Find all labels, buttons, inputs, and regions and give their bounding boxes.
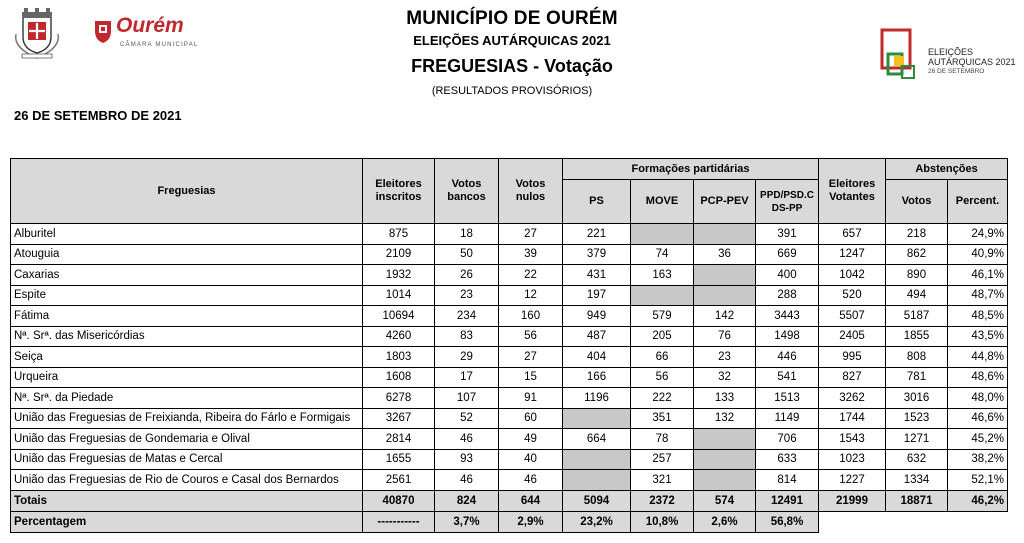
- cell-brancos: 52: [435, 408, 499, 429]
- col-header-eleitores-inscritos: Eleitores inscritos: [363, 159, 435, 224]
- freguesia-name: União das Freguesias de Matas e Cercal: [11, 449, 363, 470]
- cell-pct: 45,2%: [948, 429, 1008, 450]
- cell-brancos: 234: [435, 306, 499, 327]
- cell-ps: 949: [563, 306, 631, 327]
- cell-abst: 1855: [886, 326, 948, 347]
- cell-nulos: 91: [499, 388, 563, 409]
- cell-brancos: 107: [435, 388, 499, 409]
- cell-abst: 1334: [886, 470, 948, 491]
- table-row: [11, 429, 1008, 450]
- cell-move: 56: [631, 367, 694, 388]
- totals-ps: 5094: [563, 490, 631, 511]
- cell-inscritos: 875: [363, 224, 435, 245]
- table-row: [11, 347, 1008, 368]
- col-header-votos-brancos: Votos bancos: [435, 159, 499, 224]
- cell-votantes: 3262: [819, 388, 886, 409]
- cell-pcp: 32: [694, 367, 756, 388]
- cell-inscritos: 1608: [363, 367, 435, 388]
- cell-pcp: 142: [694, 306, 756, 327]
- cell-pct: 44,8%: [948, 347, 1008, 368]
- cell-votantes: 1247: [819, 244, 886, 265]
- freguesia-name: União das Freguesias de Rio de Couros e Casal dos Bernardos: [11, 470, 363, 491]
- election-date: 26 DE SETEMBRO DE 2021: [14, 108, 182, 123]
- cell-pct: 38,2%: [948, 449, 1008, 470]
- cell-pct: 40,9%: [948, 244, 1008, 265]
- cell-inscritos: 2814: [363, 429, 435, 450]
- freguesia-name: União das Freguesias de Freixianda, Ribeira do Fárlo e Formigais: [11, 408, 363, 429]
- table-row: [11, 285, 1008, 306]
- page-title: MUNICÍPIO DE OURÉM: [406, 8, 618, 29]
- cell-abst: 218: [886, 224, 948, 245]
- results-status: (RESULTADOS PROVISÓRIOS): [431, 85, 593, 97]
- cell-nulos: 56: [499, 326, 563, 347]
- cell-brancos: 26: [435, 265, 499, 286]
- cell-votantes: 2405: [819, 326, 886, 347]
- cell-brancos: 83: [435, 326, 499, 347]
- election-logo-icon: [880, 26, 930, 82]
- cell-brancos: 18: [435, 224, 499, 245]
- cell-ps: 404: [563, 347, 631, 368]
- cell-pct: 52,1%: [948, 470, 1008, 491]
- cell-ppd: 706: [756, 429, 819, 450]
- cell-ppd: 1498: [756, 326, 819, 347]
- percent-label: Percentagem: [11, 511, 363, 532]
- cell-brancos: 46: [435, 429, 499, 450]
- cell-brancos: 17: [435, 367, 499, 388]
- col-header-votantes: Eleitores Votantes: [819, 159, 886, 224]
- cell-ppd: 669: [756, 244, 819, 265]
- cell-votantes: 5507: [819, 306, 886, 327]
- cell-nulos: 27: [499, 347, 563, 368]
- cell-votantes: 657: [819, 224, 886, 245]
- cell-inscritos: 1655: [363, 449, 435, 470]
- cell-ps: 664: [563, 429, 631, 450]
- col-header-formacoes: Formações partidárias: [563, 159, 819, 180]
- cell-inscritos: 2561: [363, 470, 435, 491]
- cell-pcp: [694, 470, 756, 491]
- percent-row: [11, 511, 1008, 532]
- cell-abst: 808: [886, 347, 948, 368]
- cell-pct: 24,9%: [948, 224, 1008, 245]
- cell-abst: 632: [886, 449, 948, 470]
- results-table: [10, 158, 1008, 533]
- cell-move: 163: [631, 265, 694, 286]
- cell-move: 257: [631, 449, 694, 470]
- election-logo-line1: ELEIÇÕES: [928, 47, 974, 57]
- col-header-ppd: PPD/PSD.C DS-PP: [756, 180, 819, 224]
- col-header-abst-pct: Percent.: [948, 180, 1008, 224]
- freguesia-name: Espite: [11, 285, 363, 306]
- cell-pcp: [694, 449, 756, 470]
- cell-move: [631, 224, 694, 245]
- cell-abst: 781: [886, 367, 948, 388]
- freguesia-name: Alburitel: [11, 224, 363, 245]
- table-row: [11, 449, 1008, 470]
- cell-move: 222: [631, 388, 694, 409]
- col-header-ps: PS: [563, 180, 631, 224]
- col-header-abst-votos: Votos: [886, 180, 948, 224]
- cell-move: 579: [631, 306, 694, 327]
- cell-ppd: 814: [756, 470, 819, 491]
- cell-ps: 221: [563, 224, 631, 245]
- cell-ppd: 288: [756, 285, 819, 306]
- cell-pcp: 132: [694, 408, 756, 429]
- percent-inscritos: -----------: [363, 511, 435, 532]
- cell-votantes: 1042: [819, 265, 886, 286]
- totals-move: 2372: [631, 490, 694, 511]
- cell-inscritos: 2109: [363, 244, 435, 265]
- cell-votantes: 1744: [819, 408, 886, 429]
- totals-nulos: 644: [499, 490, 563, 511]
- election-title: ELEIÇÕES AUTÁRQUICAS 2021: [413, 33, 611, 48]
- cell-pcp: [694, 285, 756, 306]
- cell-pcp: [694, 265, 756, 286]
- percent-pcp: 2,6%: [694, 511, 756, 532]
- totals-label: Totais: [11, 490, 363, 511]
- cell-nulos: 46: [499, 470, 563, 491]
- freguesia-name: Nª. Srª. da Piedade: [11, 388, 363, 409]
- cell-ps: 166: [563, 367, 631, 388]
- percent-move: 10,8%: [631, 511, 694, 532]
- cell-votantes: 1543: [819, 429, 886, 450]
- cell-move: 321: [631, 470, 694, 491]
- cell-nulos: 27: [499, 224, 563, 245]
- cell-nulos: 60: [499, 408, 563, 429]
- cell-inscritos: 10694: [363, 306, 435, 327]
- cell-abst: 3016: [886, 388, 948, 409]
- election-logo-line3: 26 DE SETEMBRO: [928, 68, 985, 75]
- cell-pct: 46,1%: [948, 265, 1008, 286]
- cell-pcp: [694, 224, 756, 245]
- cell-brancos: 46: [435, 470, 499, 491]
- ourem-brand-name: Ourém: [116, 14, 184, 37]
- col-header-votos-nulos: Votos nulos: [499, 159, 563, 224]
- ourem-brand-sub: CÂMARA MUNICIPAL: [120, 42, 199, 48]
- freguesia-name: Caxarias: [11, 265, 363, 286]
- cell-brancos: 23: [435, 285, 499, 306]
- table-row: [11, 265, 1008, 286]
- cell-brancos: 50: [435, 244, 499, 265]
- totals-pcp: 574: [694, 490, 756, 511]
- cell-ps: 197: [563, 285, 631, 306]
- cell-ps: [563, 408, 631, 429]
- freguesia-name: Urqueira: [11, 367, 363, 388]
- freguesia-name: Nª. Srª. das Misericórdias: [11, 326, 363, 347]
- cell-ppd: 446: [756, 347, 819, 368]
- cell-pct: 43,5%: [948, 326, 1008, 347]
- cell-ppd: 1149: [756, 408, 819, 429]
- totals-brancos: 824: [435, 490, 499, 511]
- table-row: [11, 244, 1008, 265]
- percent-ps: 23,2%: [563, 511, 631, 532]
- cell-inscritos: 6278: [363, 388, 435, 409]
- cell-nulos: 40: [499, 449, 563, 470]
- cell-nulos: 49: [499, 429, 563, 450]
- cell-inscritos: 1803: [363, 347, 435, 368]
- percent-nulos: 2,9%: [499, 511, 563, 532]
- cell-ps: [563, 470, 631, 491]
- table-row: [11, 408, 1008, 429]
- table-row: [11, 470, 1008, 491]
- cell-brancos: 93: [435, 449, 499, 470]
- totals-ppd: 12491: [756, 490, 819, 511]
- cell-votantes: 1023: [819, 449, 886, 470]
- totals-pct: 46,2%: [948, 490, 1008, 511]
- cell-ppd: 391: [756, 224, 819, 245]
- cell-inscritos: 1014: [363, 285, 435, 306]
- cell-nulos: 12: [499, 285, 563, 306]
- cell-pct: 48,5%: [948, 306, 1008, 327]
- freguesia-name: União das Freguesias de Gondemaria e Olival: [11, 429, 363, 450]
- table-row: [11, 306, 1008, 327]
- cell-move: 78: [631, 429, 694, 450]
- cell-abst: 890: [886, 265, 948, 286]
- cell-pct: 46,6%: [948, 408, 1008, 429]
- percent-brancos: 3,7%: [435, 511, 499, 532]
- cell-abst: 5187: [886, 306, 948, 327]
- cell-votantes: 520: [819, 285, 886, 306]
- col-header-abstencoes: Abstenções: [886, 159, 1008, 180]
- cell-abst: 494: [886, 285, 948, 306]
- cell-pct: 48,0%: [948, 388, 1008, 409]
- cell-pcp: 23: [694, 347, 756, 368]
- cell-inscritos: 1932: [363, 265, 435, 286]
- cell-votantes: 827: [819, 367, 886, 388]
- percent-empty-3: [948, 511, 1008, 532]
- table-row: [11, 326, 1008, 347]
- freguesia-name: Fátima: [11, 306, 363, 327]
- cell-pct: 48,7%: [948, 285, 1008, 306]
- cell-votantes: 995: [819, 347, 886, 368]
- table-row: [11, 224, 1008, 245]
- col-header-pcp: PCP-PEV: [694, 180, 756, 224]
- section-title: FREGUESIAS - Votação: [411, 56, 613, 76]
- cell-move: [631, 285, 694, 306]
- cell-ps: [563, 449, 631, 470]
- cell-abst: 1271: [886, 429, 948, 450]
- table-row: [11, 367, 1008, 388]
- cell-votantes: 1227: [819, 470, 886, 491]
- cell-move: 351: [631, 408, 694, 429]
- cell-ppd: 1513: [756, 388, 819, 409]
- totals-votantes: 21999: [819, 490, 886, 511]
- cell-nulos: 15: [499, 367, 563, 388]
- cell-pcp: [694, 429, 756, 450]
- cell-brancos: 29: [435, 347, 499, 368]
- cell-ppd: 633: [756, 449, 819, 470]
- cell-ps: 1196: [563, 388, 631, 409]
- cell-abst: 1523: [886, 408, 948, 429]
- percent-ppd: 56,8%: [756, 511, 819, 532]
- cell-ps: 431: [563, 265, 631, 286]
- col-header-move: MOVE: [631, 180, 694, 224]
- totals-abst: 18871: [886, 490, 948, 511]
- totals-inscritos: 40870: [363, 490, 435, 511]
- cell-nulos: 160: [499, 306, 563, 327]
- cell-pcp: 76: [694, 326, 756, 347]
- percent-empty-1: [819, 511, 886, 532]
- cell-ppd: 541: [756, 367, 819, 388]
- table-row: [11, 388, 1008, 409]
- cell-move: 205: [631, 326, 694, 347]
- freguesia-name: Atouguia: [11, 244, 363, 265]
- cell-nulos: 39: [499, 244, 563, 265]
- freguesia-name: Seiça: [11, 347, 363, 368]
- cell-move: 74: [631, 244, 694, 265]
- election-logo-line2: AUTÁRQUICAS 2021: [928, 57, 1016, 67]
- cell-ppd: 3443: [756, 306, 819, 327]
- percent-empty-2: [886, 511, 948, 532]
- cell-ppd: 400: [756, 265, 819, 286]
- cell-pcp: 36: [694, 244, 756, 265]
- cell-inscritos: 3267: [363, 408, 435, 429]
- cell-ps: 379: [563, 244, 631, 265]
- col-header-freguesias: Freguesias: [11, 159, 363, 224]
- cell-ps: 487: [563, 326, 631, 347]
- cell-pct: 48,6%: [948, 367, 1008, 388]
- cell-nulos: 22: [499, 265, 563, 286]
- totals-row: [11, 490, 1008, 511]
- cell-inscritos: 4260: [363, 326, 435, 347]
- cell-abst: 862: [886, 244, 948, 265]
- cell-move: 66: [631, 347, 694, 368]
- cell-pcp: 133: [694, 388, 756, 409]
